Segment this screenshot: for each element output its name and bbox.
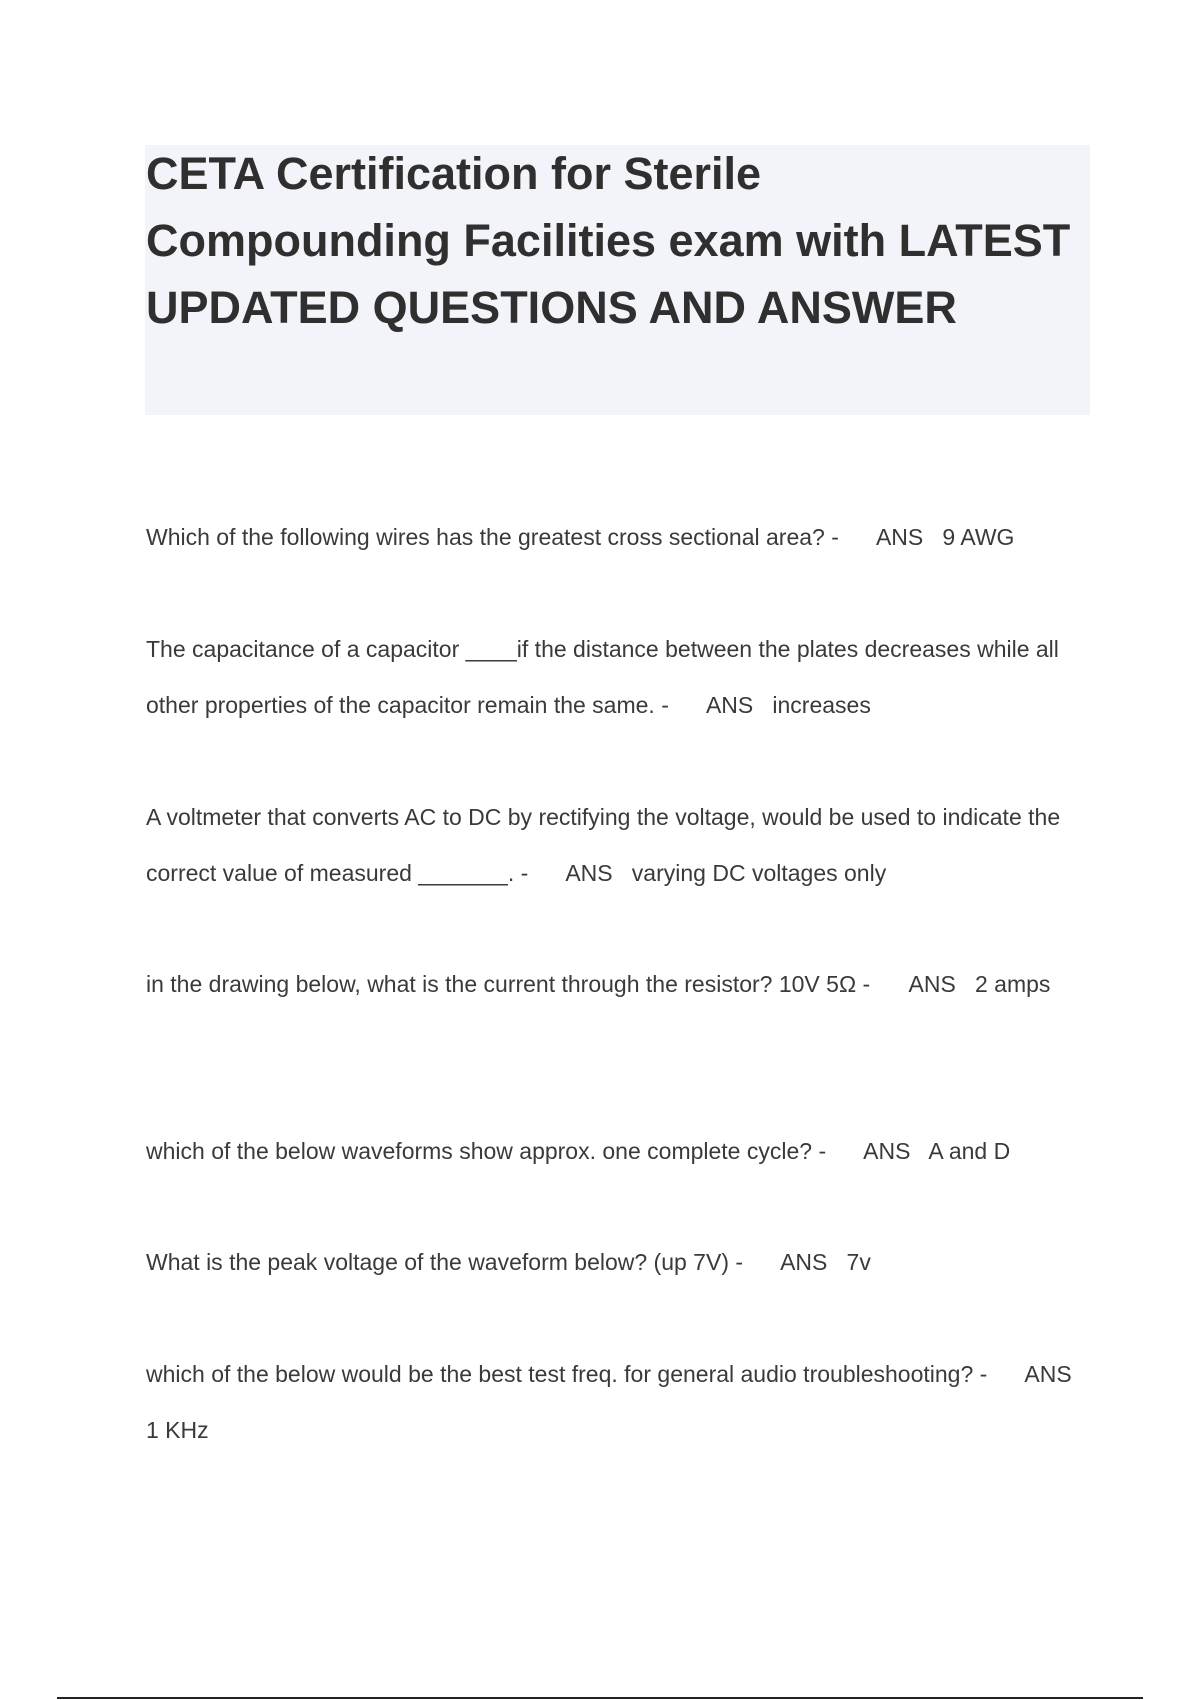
- qa-item-5: which of the below waveforms show approx. one complete cycle? - ANS A and D: [146, 1138, 1011, 1164]
- qa-item-6: What is the peak voltage of the waveform below? (up 7V) - ANS 7v: [146, 1249, 871, 1275]
- qa-item-2: The capacitance of a capacitor ____if the distance between the plates decreases while all other properties of the capacitor remain the same. - ANS increases: [146, 636, 1066, 718]
- qa-item-1: Which of the following wires has the greatest cross sectional area? - ANS 9 AWG: [146, 524, 1015, 550]
- qa-item-4: in the drawing below, what is the current through the resistor? 10V 5Ω - ANS 2 amps: [146, 971, 1051, 997]
- document-title: CETA Certification for Sterile Compounding Facilities exam with LATEST UPDATED QUESTIONS AND ANSWER: [146, 148, 1071, 333]
- qa-item-7: which of the below would be the best test freq. for general audio troubleshooting? - ANS 1 KHz: [146, 1361, 1091, 1443]
- qa-item-3: A voltmeter that converts AC to DC by rectifying the voltage, would be used to indicate the correct value of measured _______. - ANS varying DC voltages only: [146, 804, 1067, 886]
- page-bottom-rule: [57, 1697, 1143, 1699]
